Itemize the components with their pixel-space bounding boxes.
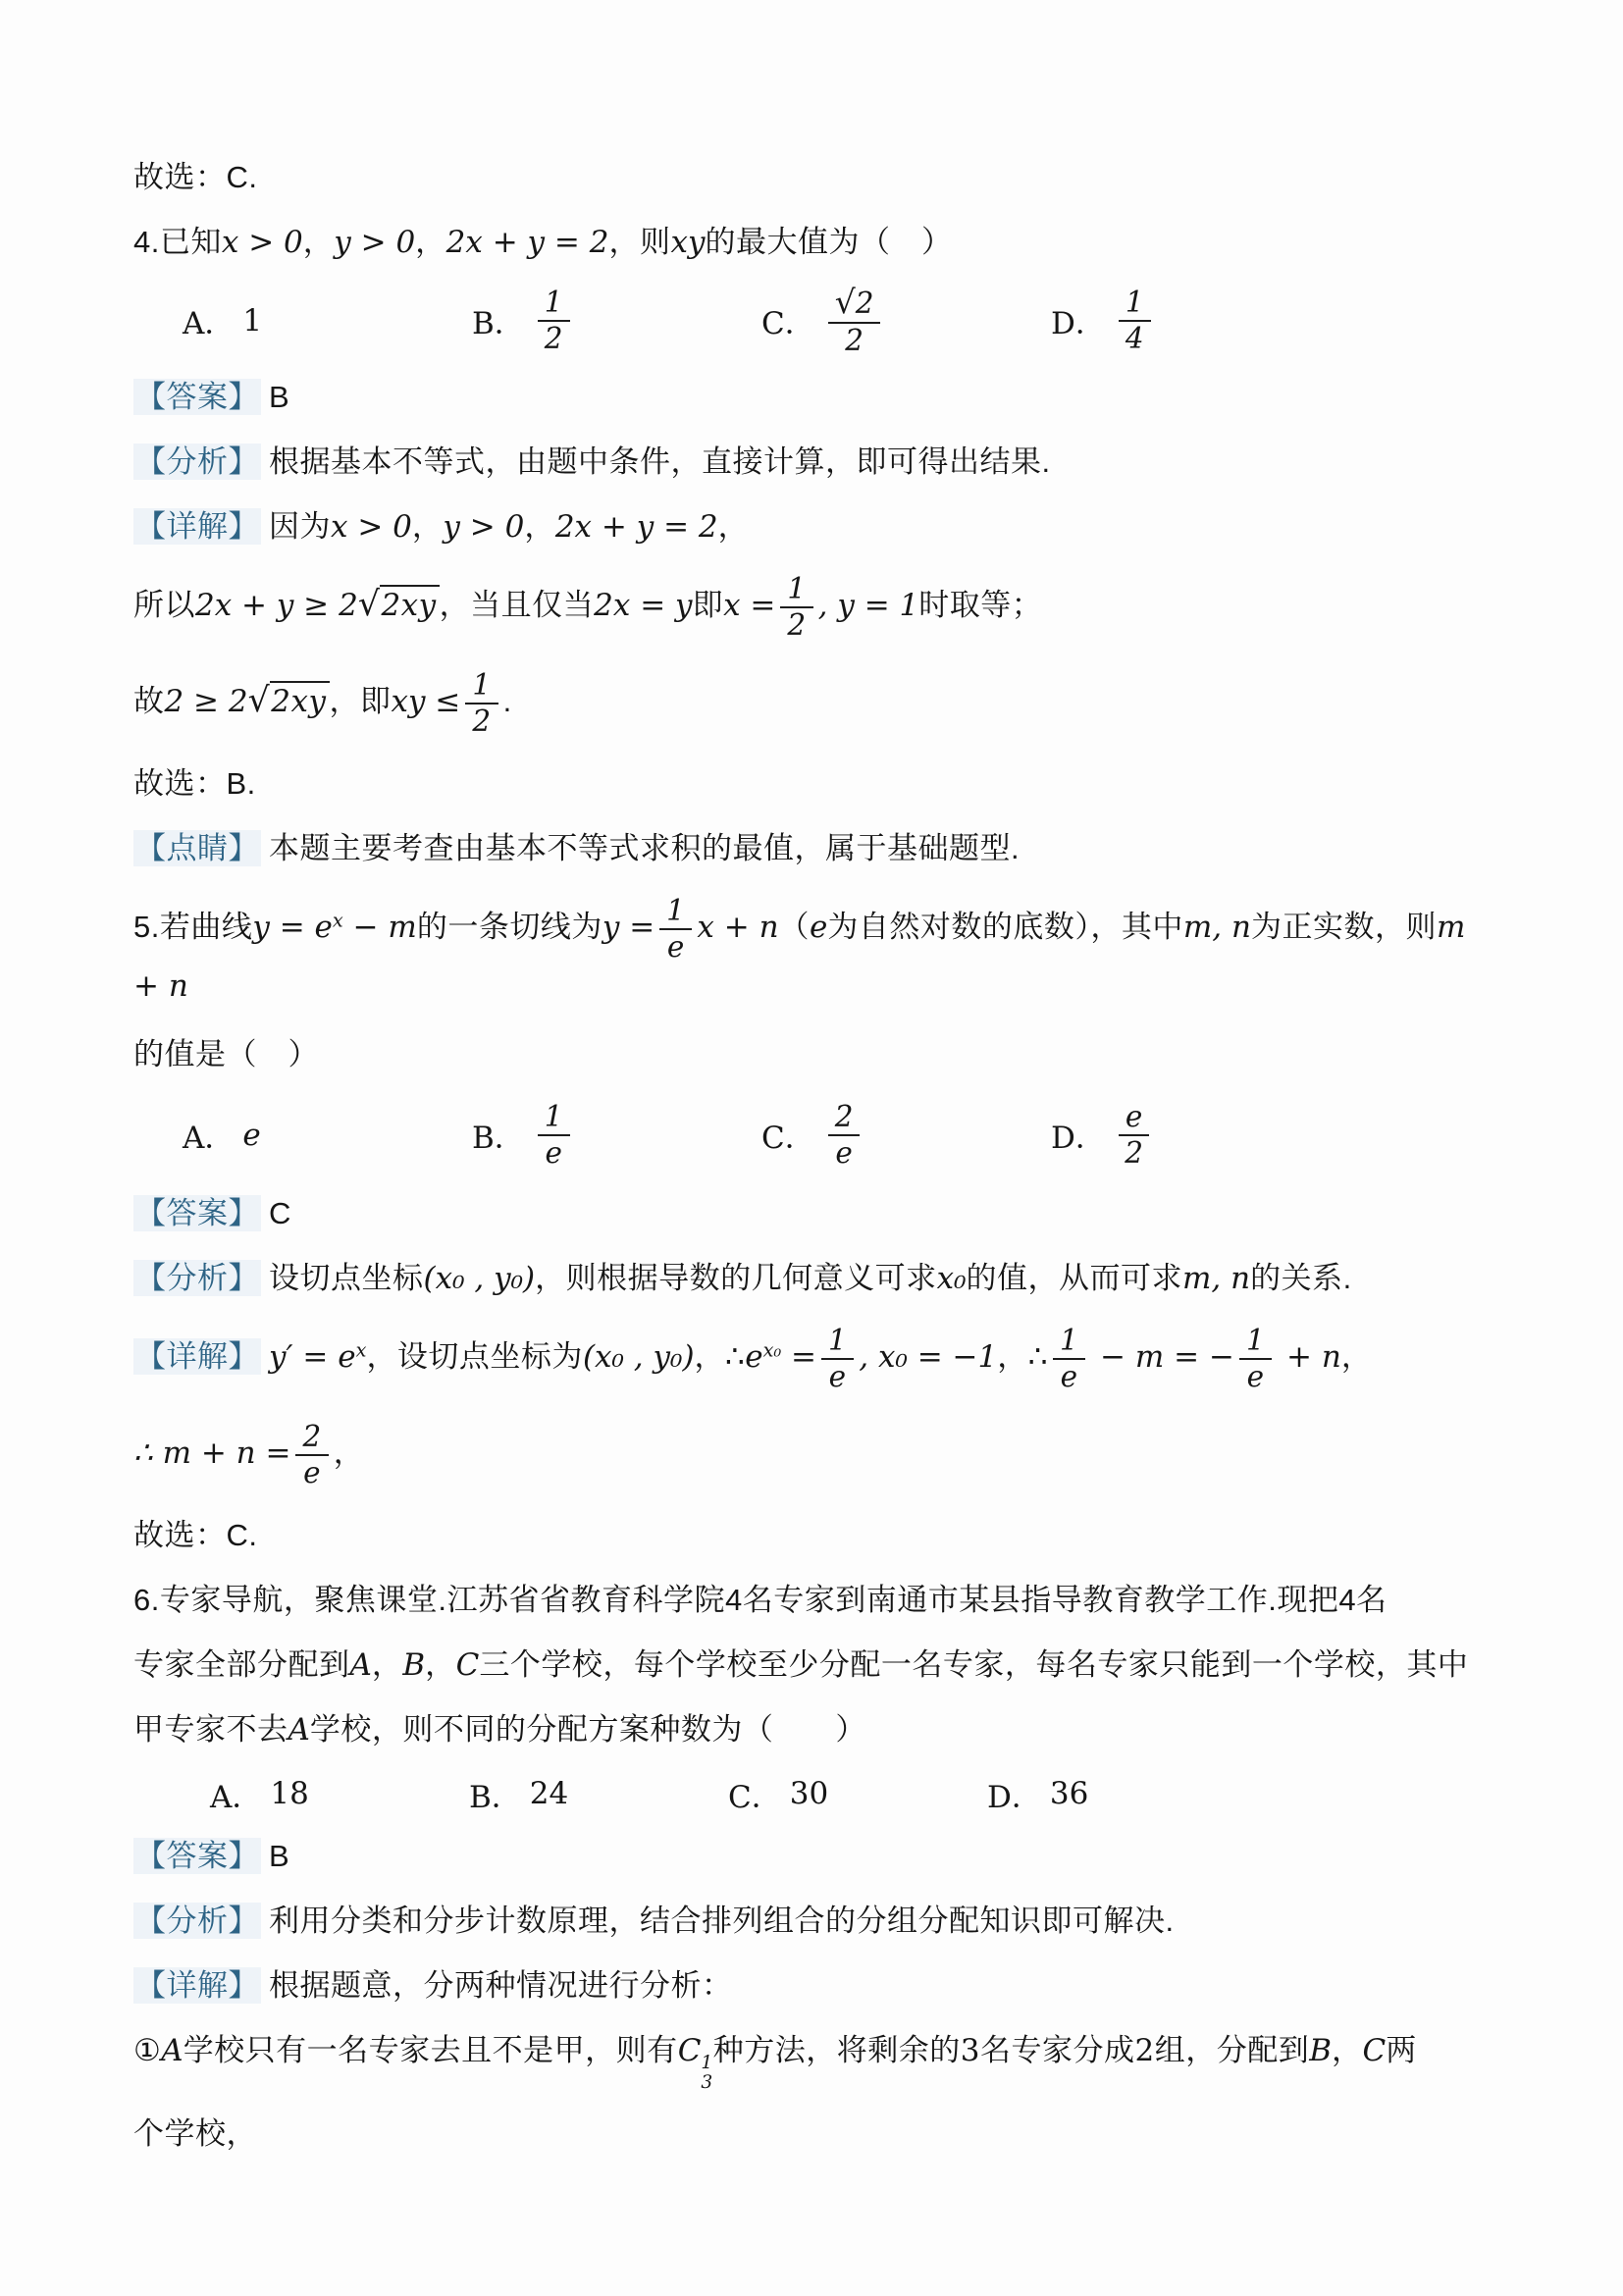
text-segment: ， bbox=[524, 508, 555, 544]
fraction-denominator: 2 bbox=[787, 607, 807, 642]
text-segment: ， bbox=[717, 508, 750, 544]
q6-analysis-line bbox=[133, 1899, 1497, 1944]
text-segment: 5.若曲线 bbox=[133, 910, 253, 945]
q6-case1-line-1 bbox=[133, 2028, 1497, 2092]
math-segment: e bbox=[810, 910, 828, 946]
option-label: C． bbox=[728, 1779, 782, 1815]
q6-options bbox=[133, 1772, 1497, 1816]
option-a bbox=[183, 298, 472, 342]
answer-label: 【答案】 bbox=[135, 1195, 259, 1230]
option-a bbox=[183, 1113, 472, 1157]
math-segment: xy bbox=[670, 225, 706, 260]
radical-sign: √ bbox=[834, 283, 856, 321]
text-segment: 利用分类和分步计数原理，结合排列组合的分组分配知识即可解决. bbox=[269, 1903, 1175, 1938]
text-segment: 学校只有一名专家去且不是甲，则有 bbox=[183, 2032, 678, 2067]
text-segment: 6.专家导航，聚焦课堂.江苏省省教育科学院4名专家到南通市某县指导教育教学工作.现把4名 bbox=[133, 1582, 1387, 1617]
text-segment: 根据题意，分两种情况进行分析： bbox=[269, 1967, 733, 2003]
fraction-denominator: 2 bbox=[472, 704, 492, 738]
math-segment: 2 ≥ 2 bbox=[164, 684, 248, 720]
text-segment: 根据基本不等式，由题中条件，直接计算，即可得出结果. bbox=[269, 444, 1051, 479]
detail-label: 【详解】 bbox=[135, 1338, 259, 1374]
fraction bbox=[1119, 1101, 1149, 1170]
q6-stem-line-2 bbox=[133, 1643, 1497, 1688]
text-segment: 专家全部分配到 bbox=[133, 1646, 350, 1682]
math-segment: , x₀ = −1 bbox=[859, 1338, 998, 1375]
option-d bbox=[987, 1772, 1246, 1816]
text-segment: 所以 bbox=[133, 588, 195, 623]
option-d bbox=[1051, 1101, 1340, 1170]
math-segment: 2x + y = 2 bbox=[554, 508, 718, 545]
superscript: x bbox=[355, 1338, 367, 1362]
fraction bbox=[1239, 1325, 1272, 1393]
math-segment: C bbox=[455, 1646, 480, 1683]
fraction bbox=[828, 1101, 861, 1170]
q4-tip-line bbox=[133, 826, 1497, 871]
math-segment: x > 0 bbox=[331, 508, 412, 545]
fraction-denominator: 2 bbox=[845, 323, 864, 357]
option-value: 18 bbox=[270, 1776, 309, 1812]
fraction-numerator bbox=[828, 285, 881, 324]
math-segment: − m = − bbox=[1090, 1338, 1234, 1375]
answer-value: C bbox=[269, 1195, 291, 1230]
fraction-numerator: 1 bbox=[538, 1101, 570, 1136]
fraction-denominator: 2 bbox=[1125, 1135, 1143, 1170]
option-c bbox=[761, 285, 1051, 357]
q4-answer-line bbox=[133, 375, 1497, 420]
fraction-denominator: e bbox=[835, 1135, 853, 1170]
q6-case1-line-2 bbox=[133, 2112, 1497, 2157]
superscript: x₀ bbox=[762, 1338, 782, 1362]
q6-stem-line-1 bbox=[133, 1578, 1497, 1623]
text-segment: 甲专家不去 bbox=[133, 1711, 288, 1747]
math-segment: , y = 1 bbox=[817, 588, 919, 624]
sqrt-expression bbox=[247, 681, 330, 721]
answer-label: 【答案】 bbox=[135, 1838, 259, 1873]
fraction bbox=[465, 669, 497, 738]
math-segment: (x₀ , y₀) bbox=[582, 1338, 695, 1375]
radicand: 2xy bbox=[380, 585, 439, 623]
math-segment: m + n bbox=[133, 910, 1466, 1004]
number-segment: 2 bbox=[1134, 2032, 1155, 2068]
math-segment: m, n bbox=[1182, 910, 1251, 946]
fraction bbox=[828, 285, 881, 357]
radical-sign: √ bbox=[357, 585, 381, 625]
option-d bbox=[1051, 287, 1340, 355]
text-segment: ， bbox=[1332, 2032, 1363, 2067]
radical-sign: √ bbox=[247, 681, 271, 721]
q6-detail-line bbox=[133, 1963, 1497, 2009]
fraction-numerator: 1 bbox=[1119, 287, 1151, 322]
option-label: B． bbox=[469, 1779, 522, 1815]
radicand: 2xy bbox=[270, 681, 329, 719]
text-segment: 种方法，将剩余的 bbox=[712, 2032, 961, 2067]
fraction-numerator: 1 bbox=[659, 895, 692, 930]
math-segment: x + n bbox=[697, 910, 779, 946]
text-segment: 组，分配到 bbox=[1154, 2032, 1310, 2067]
math-segment: e bbox=[745, 1338, 763, 1375]
text-segment: 学校，则不同的分配方案种数为（ ） bbox=[309, 1711, 866, 1747]
math-segment: C bbox=[1362, 2032, 1387, 2068]
option-value: e bbox=[242, 1117, 261, 1153]
option-label: D． bbox=[987, 1779, 1042, 1815]
fraction-denominator: e bbox=[666, 929, 685, 964]
text-segment: ，则根据导数的几何意义可求 bbox=[535, 1260, 937, 1295]
math-segment: x₀ bbox=[936, 1260, 967, 1296]
fraction bbox=[1053, 1325, 1085, 1393]
superscript: x bbox=[332, 909, 343, 932]
q5-detail-line-2 bbox=[133, 1417, 1497, 1493]
number-segment: 3 bbox=[960, 2032, 980, 2068]
option-label: C． bbox=[761, 1121, 815, 1157]
math-segment: A bbox=[288, 1711, 310, 1748]
text-segment: ， bbox=[415, 225, 446, 259]
analysis-label: 【分析】 bbox=[135, 1903, 259, 1938]
option-label: A． bbox=[183, 1121, 236, 1157]
math-segment: − m bbox=[342, 910, 417, 946]
text-segment: 三个学校，每个学校至少分配一名专家，每名专家只能到一个学校，其中 bbox=[479, 1646, 1469, 1682]
option-label: A． bbox=[210, 1779, 263, 1815]
q5-stem-line-1 bbox=[133, 891, 1497, 1013]
q5-options bbox=[133, 1097, 1497, 1174]
q4-options bbox=[133, 285, 1497, 357]
fraction bbox=[780, 573, 812, 642]
fraction-numerator: 1 bbox=[1053, 1325, 1085, 1360]
text-segment: 故选：C. bbox=[133, 1517, 258, 1552]
math-segment: y > 0 bbox=[334, 225, 416, 260]
option-label: D． bbox=[1051, 306, 1106, 342]
text-segment: ， bbox=[333, 1435, 365, 1470]
math-segment: m, n bbox=[1182, 1260, 1251, 1296]
text-segment: 故选：C. bbox=[133, 160, 258, 194]
detail-label: 【详解】 bbox=[135, 508, 259, 544]
option-value: 24 bbox=[529, 1776, 569, 1812]
fraction bbox=[538, 1101, 570, 1170]
math-segment: x = bbox=[723, 588, 776, 624]
math-segment: 2x + y ≥ 2 bbox=[195, 588, 358, 624]
tip-label: 【点睛】 bbox=[135, 830, 259, 865]
fraction-denominator: e bbox=[545, 1135, 562, 1170]
combination-subscript: 3 bbox=[701, 2071, 713, 2093]
text-segment: ， bbox=[371, 1646, 403, 1682]
text-segment: 为正实数，则 bbox=[1250, 910, 1437, 945]
text-segment: ，当且仅当 bbox=[439, 588, 595, 623]
text-segment: ， bbox=[1340, 1338, 1373, 1374]
text-segment: ， bbox=[411, 508, 444, 544]
answer-label: 【答案】 bbox=[135, 379, 259, 414]
math-segment: y = e bbox=[252, 910, 333, 946]
text-segment: ，则 bbox=[608, 225, 671, 259]
fraction-numerator: 2 bbox=[295, 1421, 328, 1456]
text-segment: ，∴ bbox=[997, 1338, 1048, 1374]
fraction-denominator: 2 bbox=[544, 321, 563, 355]
combination-superscript: 1 bbox=[701, 2053, 713, 2074]
fraction bbox=[295, 1421, 328, 1489]
option-label: B． bbox=[472, 1121, 525, 1157]
sqrt-expression bbox=[357, 585, 440, 625]
math-segment: y > 0 bbox=[443, 508, 525, 545]
analysis-label: 【分析】 bbox=[135, 444, 259, 479]
math-segment: 2x + y = 2 bbox=[445, 225, 609, 260]
math-segment: x > 0 bbox=[221, 225, 303, 260]
q4-choose-line bbox=[133, 761, 1497, 807]
fraction-numerator: 1 bbox=[538, 287, 570, 322]
text-segment: 时取等； bbox=[918, 588, 1043, 623]
fraction bbox=[1119, 287, 1151, 355]
option-label: A． bbox=[183, 306, 236, 342]
text-segment: 故 bbox=[133, 684, 165, 719]
math-segment: (x₀ , y₀) bbox=[423, 1260, 536, 1296]
fraction-denominator: e bbox=[1246, 1359, 1265, 1393]
q5-analysis-line bbox=[133, 1256, 1497, 1301]
fraction-denominator: 4 bbox=[1125, 321, 1144, 355]
math-segment: = bbox=[781, 1338, 817, 1375]
math-segment: 2x = y bbox=[594, 588, 693, 624]
text-segment: （ bbox=[778, 910, 811, 945]
text-segment: . bbox=[502, 684, 512, 719]
fraction-denominator: e bbox=[1060, 1359, 1078, 1393]
text-segment: 名专家分成 bbox=[980, 2032, 1135, 2067]
q4-analysis-line bbox=[133, 440, 1497, 485]
fraction bbox=[821, 1325, 854, 1393]
sqrt-expression bbox=[834, 283, 874, 321]
q5-choose-line bbox=[133, 1513, 1497, 1558]
fraction-numerator: 2 bbox=[828, 1101, 861, 1136]
option-b bbox=[472, 287, 761, 355]
text-segment: 的值，从而可求 bbox=[966, 1260, 1183, 1295]
option-label: B． bbox=[472, 306, 525, 342]
text-segment: 设切点坐标 bbox=[269, 1260, 424, 1295]
fraction-numerator: 1 bbox=[821, 1325, 854, 1360]
q4-detail-line-1 bbox=[133, 504, 1497, 549]
math-segment: ∴ m + n = bbox=[133, 1435, 291, 1471]
option-label: D． bbox=[1051, 1121, 1106, 1157]
text-segment: ， bbox=[425, 1646, 456, 1682]
text-segment: 因为 bbox=[269, 508, 331, 544]
math-segment: y′ = e bbox=[269, 1338, 356, 1375]
math-segment: + n bbox=[1277, 1338, 1341, 1375]
text-segment: 故选：B. bbox=[133, 765, 256, 801]
text-segment: 的最大值为（ ） bbox=[705, 225, 953, 259]
text-segment: 本题主要考查由基本不等式求积的最值，属于基础题型. bbox=[269, 830, 1021, 865]
q5-stem-line-2 bbox=[133, 1032, 1497, 1077]
answer-value: B bbox=[269, 379, 290, 414]
text-segment: 的值是（ ） bbox=[133, 1036, 319, 1071]
option-b bbox=[472, 1101, 761, 1170]
text-segment: 个学校， bbox=[133, 2116, 257, 2152]
q6-answer-line bbox=[133, 1834, 1497, 1879]
option-value: 1 bbox=[242, 302, 263, 339]
math-segment: xy ≤ bbox=[391, 684, 461, 720]
q4-detail-line-2 bbox=[133, 569, 1497, 646]
math-segment: B bbox=[402, 1646, 426, 1683]
analysis-label: 【分析】 bbox=[135, 1260, 259, 1295]
text-segment: 4.已知 bbox=[133, 225, 222, 259]
option-c bbox=[728, 1772, 987, 1816]
fraction-numerator: e bbox=[1119, 1101, 1149, 1136]
math-segment: A bbox=[161, 2032, 183, 2068]
radicand: 2 bbox=[855, 287, 874, 320]
text-segment: ，设切点坐标为 bbox=[366, 1338, 583, 1374]
fraction-numerator: 1 bbox=[780, 573, 812, 608]
q4-stem bbox=[133, 220, 1497, 265]
math-segment: C bbox=[677, 2032, 702, 2068]
math-segment: y = bbox=[602, 910, 655, 946]
detail-label: 【详解】 bbox=[135, 1967, 259, 2003]
option-value: 30 bbox=[789, 1776, 829, 1812]
q5-detail-line-1 bbox=[133, 1321, 1497, 1397]
q4-detail-line-3 bbox=[133, 665, 1497, 742]
fraction-numerator: 1 bbox=[1239, 1325, 1272, 1360]
text-segment: ，即 bbox=[329, 684, 392, 719]
math-segment: A bbox=[349, 1646, 372, 1683]
text-segment: 两 bbox=[1386, 2032, 1417, 2067]
q5-answer-line bbox=[133, 1191, 1497, 1236]
prev-choose-line bbox=[133, 155, 1497, 200]
text-segment: ， bbox=[302, 225, 335, 259]
text-segment: 为自然对数的底数），其中 bbox=[827, 910, 1183, 945]
fraction-denominator: e bbox=[303, 1455, 322, 1489]
fraction bbox=[538, 287, 570, 355]
option-c bbox=[761, 1101, 1051, 1170]
option-value: 36 bbox=[1049, 1776, 1089, 1812]
fraction-numerator: 1 bbox=[465, 669, 497, 704]
combination-indices bbox=[701, 2054, 712, 2092]
fraction-denominator: e bbox=[828, 1359, 847, 1393]
text-segment: 的关系. bbox=[1250, 1260, 1352, 1295]
option-label: C． bbox=[761, 306, 815, 342]
answer-value: B bbox=[269, 1838, 290, 1873]
math-segment: B bbox=[1309, 2032, 1333, 2068]
text-segment: 的一条切线为 bbox=[416, 910, 602, 945]
fraction bbox=[659, 895, 692, 964]
text-segment: ，∴ bbox=[694, 1338, 746, 1374]
q6-stem-line-3 bbox=[133, 1707, 1497, 1752]
text-segment: ① bbox=[133, 2032, 162, 2067]
text-segment: 即 bbox=[692, 588, 724, 623]
option-a bbox=[210, 1772, 469, 1816]
option-b bbox=[469, 1772, 728, 1816]
